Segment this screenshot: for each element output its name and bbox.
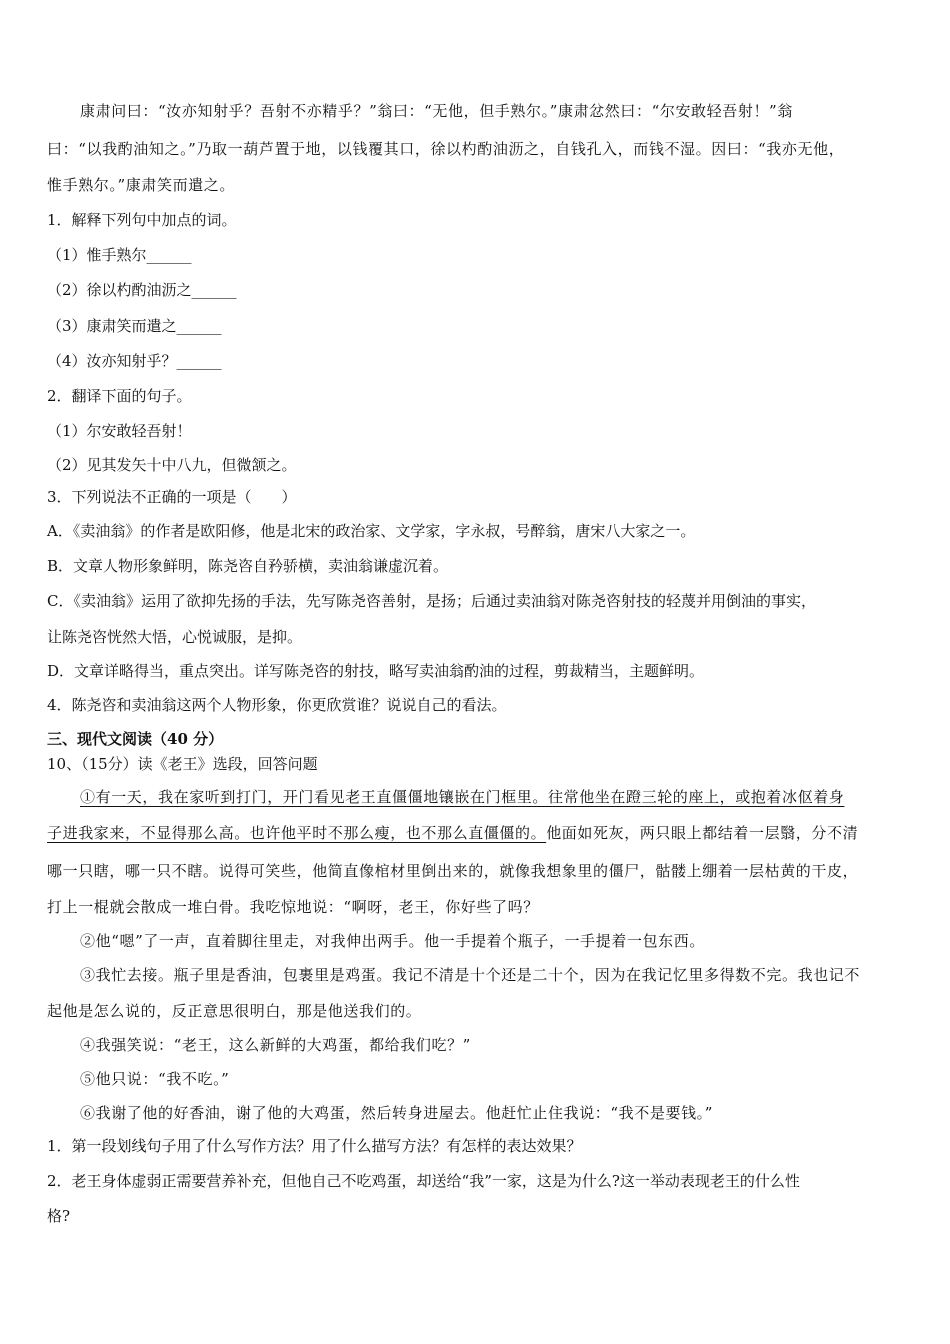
q2-item-1: （1）尔安敢轻吾射！ xyxy=(47,422,192,440)
passage2-p6: ⑥我谢了他的好香油，谢了他的大鸡蛋，然后转身进屋去。他赶忙止住我说：“我不是要钱。” xyxy=(80,1104,714,1122)
passage2-p2: ②他“嗯”了一声，直着脚往里走，对我伸出两手。他一手提着个瓶子，一手提着一包东西。 xyxy=(80,932,705,950)
passage2-p1-line3: 哪一只瞎，哪一只不瞎。说得可笑些，他简直像棺材里倒出来的，就像我想象里的僵尸，骷髅上绷着一层枯黄的干皮， xyxy=(47,862,859,880)
q1-item-2: （2）徐以杓酌油沥之______ xyxy=(47,281,237,299)
passage2-p1-line1-underlined: ①有一天，我在家听到打门，开门看见老王直僵僵地镶嵌在门框里。往常他坐在蹬三轮的座上，或抱着冰伛着身 xyxy=(80,788,845,806)
q3-stem: 3．下列说法不正确的一项是（ ） xyxy=(47,488,297,506)
section-title: 三、现代文阅读（40 分） xyxy=(47,730,224,748)
passage2-p1-line2-underlined: 子进我家来，不显得那么高。也许他平时不那么瘦，也不那么直僵僵的。 xyxy=(47,824,547,842)
passage1-line3: 惟手熟尔。”康肃笑而遣之。 xyxy=(47,176,235,194)
q3-option-c-line2: 让陈尧咨恍然大悟，心悦诚服，是抑。 xyxy=(47,628,303,646)
q3-option-a: A．《卖油翁》的作者是欧阳修，他是北宋的政治家、文学家，字永叔，号醉翁，唐宋八大家之一。 xyxy=(47,522,696,540)
q3-option-d: D．文章详略得当，重点突出。详写陈尧咨的射技，略写卖油翁酌油的过程，剪裁精当，主题鲜明。 xyxy=(47,662,705,680)
q4-stem: 4．陈尧咨和卖油翁这两个人物形象，你更欣赏谁？说说自己的看法。 xyxy=(47,696,507,714)
q1-stem: 1．解释下列句中加点的词。 xyxy=(47,211,237,229)
passage2-p5: ⑤他只说：“我不吃。” xyxy=(80,1070,230,1088)
q1-item-3: （3）康肃笑而遣之______ xyxy=(47,317,222,335)
q10-stem: 10、（15分）读《老王》选段，回答问题 xyxy=(47,755,318,773)
passage2-p1-line2 xyxy=(47,824,907,842)
passage2-p1-line4: 打上一棍就会散成一堆白骨。我吃惊地说：“啊呀，老王，你好些了吗？ xyxy=(47,898,539,916)
q2-stem: 2．翻译下面的句子。 xyxy=(47,387,192,405)
q10-sub-q2-line1: 2．老王身体虚弱正需要营养补充，但他自己不吃鸡蛋，却送给“我”一家，这是为什么?这一举动表现老王的什么性 xyxy=(47,1172,800,1190)
passage2-p3-line1: ③我忙去接。瓶子里是香油，包裹里是鸡蛋。我记不清是十个还是二十个，因为在我记忆里多得数不完。我也记不 xyxy=(80,966,861,984)
q1-item-4: （4）汝亦知射乎？______ xyxy=(47,352,222,370)
q3-option-b: B．文章人物形象鲜明，陈尧咨自矜骄横，卖油翁谦虚沉着。 xyxy=(47,557,449,575)
q3-option-c-line1: C．《卖油翁》运用了欲抑先扬的手法，先写陈尧咨善射，是扬；后通过卖油翁对陈尧咨射技的轻蔑并用倒油的事实， xyxy=(47,592,816,610)
q10-sub-q2-line2: 格? xyxy=(47,1207,71,1225)
passage2-p3-line2: 起他是怎么说的，反正意思很明白，那是他送我们的。 xyxy=(47,1002,422,1020)
passage1-line1: 康肃问曰：“汝亦知射乎？吾射不亦精乎？”翁曰：“无他，但手熟尔。”康肃忿然曰：“尔安敢轻吾射！”翁 xyxy=(80,102,793,120)
passage2-p1-line2-rest: 他面如死灰，两只眼上都结着一层翳，分不清 xyxy=(546,824,859,842)
passage2-p4: ④我强笑说：“老王，这么新鲜的大鸡蛋，都给我们吃？” xyxy=(80,1036,471,1054)
passage1-line2: 曰：“以我酌油知之。”乃取一葫芦置于地，以钱覆其口，徐以杓酌油沥之，自钱孔入，而钱不湿。因曰：“我亦无他， xyxy=(47,140,845,158)
q10-sub-q1: 1．第一段划线句子用了什么写作方法？用了什么描写方法？有怎样的表达效果？ xyxy=(47,1137,582,1155)
q2-item-2: （2）见其发矢十中八九，但微颔之。 xyxy=(47,456,297,474)
q1-item-1: （1）惟手熟尔______ xyxy=(47,246,192,264)
